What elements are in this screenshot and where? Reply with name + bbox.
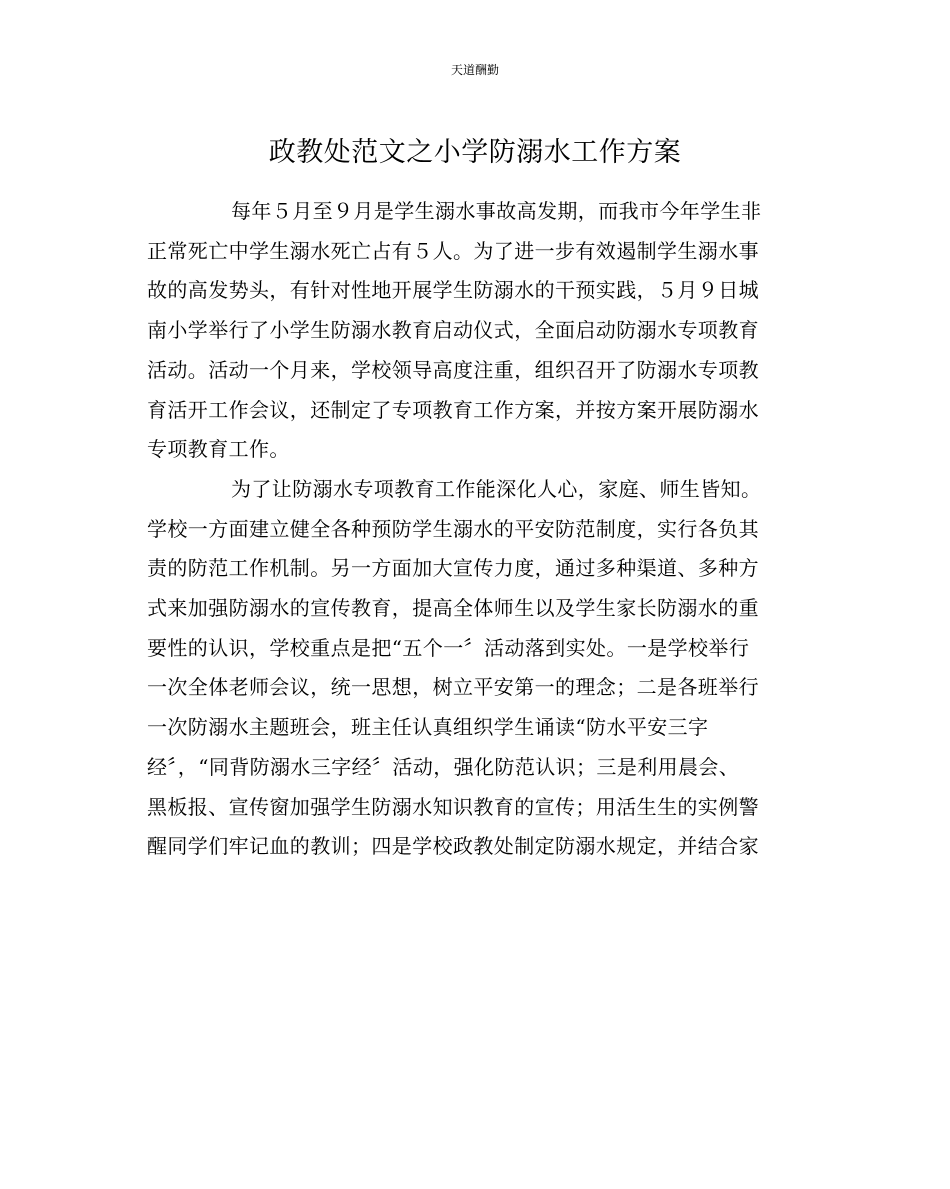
document-title: 政教处范文之小学防溺水工作方案 [268, 137, 682, 168]
page-header [0, 62, 950, 78]
paragraph-2: 为了让防溺水专项教育工作能深化人心，家庭、师生皆知。 学校一方面建立健全各种预防学生溺水的平安防范制度，实行各负其 责的防范工作机制。另一方面加大宣传力度，通过多种渠道、多种方 式来加强防溺水的宣传教育，提高全体师生以及学生家长防溺水的重 要性的认识，学校重点是把“五个一〞活动落到实处。一是学校举行 一次全体老师会议，统一思想，树立平安第一的理念；二是各班举行 一次防溺水主题班会，班主任认真组织学生诵读“防水平安三字 经〞，“同背防溺水三字经〞活动，强化防范认识；三是利用晨会、 黑板报、宣传窗加强学生防溺水知识教育的宣传；用活生生的实例警 醒同学们牢记血的教训；四是学校政教处制定防溺水规定，并结合家 [147, 476, 762, 859]
paragraph-1: 每年５月至９月是学生溺水事故高发期，而我市今年学生非 正常死亡中学生溺水死亡占有５人。为了进一步有效遏制学生溺水事 故的高发势头，有针对性地开展学生防溺水的干预实践，５月９日城 南小学举行了小学生防溺水教育启动仪式，全面启动防溺水专项教育 活动。活动一个月来，学校领导高度注重，组织召开了防溺水专项教 育活开工作会议，还制定了专项教育工作方案，并按方案开展防溺水 专项教育工作。 [147, 199, 762, 462]
running-header-text: 天道酬勤 [450, 63, 499, 77]
document-body [147, 192, 807, 867]
